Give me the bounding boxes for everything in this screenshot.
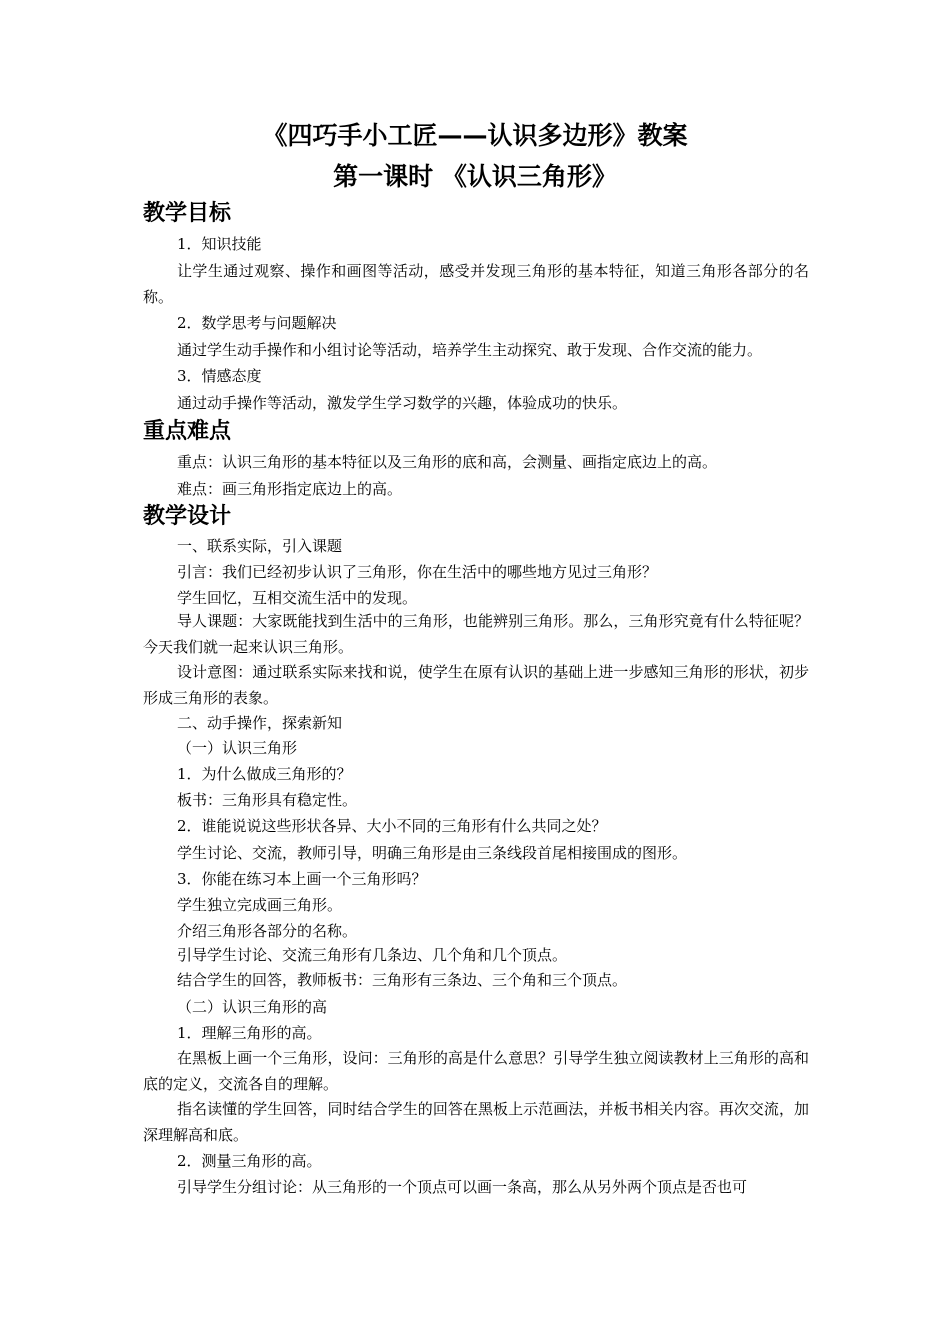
paragraph: 2．测量三角形的高。	[177, 1152, 322, 1170]
document-title: 《四巧手小工匠——认识多边形》教案	[262, 121, 688, 150]
paragraph: 1．为什么做成三角形的？	[177, 765, 352, 783]
paragraph: 一、联系实际，引入课题	[177, 537, 343, 555]
paragraph: 2．数学思考与问题解决	[177, 314, 337, 332]
paragraph: 引导学生分组讨论：从三角形的一个顶点可以画一条高，那么从另外两个顶点是否也可	[177, 1178, 748, 1196]
paragraph: 2．谁能说说这些形状各异、大小不同的三角形有什么共同之处？	[177, 817, 607, 835]
paragraph: 介绍三角形各部分的名称。	[177, 922, 358, 940]
paragraph: 难点：画三角形指定底边上的高。	[177, 480, 403, 498]
section-heading-key-points: 重点难点	[143, 419, 232, 444]
paragraph: 让学生通过观察、操作和画图等活动，感受并发现三角形的基本特征，知道三角形各部分的名称。	[143, 262, 809, 306]
paragraph: 1．理解三角形的高。	[177, 1024, 322, 1042]
section-heading-teaching-design: 教学设计	[143, 504, 232, 529]
paragraph: 学生回忆，互相交流生活中的发现。	[177, 589, 418, 607]
paragraph: 二、动手操作，探索新知	[177, 714, 343, 732]
paragraph: 指名读懂的学生回答，同时结合学生的回答在黑板上示范画法，并板书相关内容。再次交流，加深理解高和底。	[143, 1100, 809, 1144]
paragraph: 设计意图：通过联系实际来找和说，使学生在原有认识的基础上进一步感知三角形的形状，初步形成三角形的表象。	[143, 663, 809, 707]
paragraph: 引言：我们已经初步认识了三角形，你在生活中的哪些地方见过三角形？	[177, 563, 658, 581]
paragraph: 导人课题：大家既能找到生活中的三角形，也能辨别三角形。那么，三角形究竟有什么特征呢？今天我们就一起来认识三角形。	[143, 612, 809, 656]
paragraph: 学生独立完成画三角形。	[177, 896, 343, 914]
paragraph: 重点：认识三角形的基本特征以及三角形的底和高，会测量、画指定底边上的高。	[177, 453, 718, 471]
paragraph: 通过动手操作等活动，激发学生学习数学的兴趣，体验成功的快乐。	[177, 394, 628, 412]
paragraph: 在黑板上画一个三角形，设问：三角形的高是什么意思？引导学生独立阅读教材上三角形的高和底的定义，交流各自的理解。	[143, 1049, 809, 1093]
paragraph: 学生讨论、交流，教师引导，明确三角形是由三条线段首尾相接围成的图形。	[177, 844, 688, 862]
paragraph: 引导学生讨论、交流三角形有几条边、几个角和几个顶点。	[177, 946, 568, 964]
paragraph: （二）认识三角形的高	[177, 998, 328, 1016]
paragraph: 结合学生的回答，教师板书：三角形有三条边、三个角和三个顶点。	[177, 971, 628, 989]
paragraph: 3．你能在练习本上画一个三角形吗？	[177, 870, 427, 888]
paragraph: 3．情感态度	[177, 367, 262, 385]
document-subtitle: 第一课时 《认识三角形》	[333, 162, 617, 191]
paragraph: 通过学生动手操作和小组讨论等活动，培养学生主动探究、敢于发现、合作交流的能力。	[177, 341, 763, 359]
section-heading-objectives: 教学目标	[143, 201, 232, 226]
paragraph: 1．知识技能	[177, 235, 262, 253]
paragraph: 板书：三角形具有稳定性。	[177, 791, 358, 809]
paragraph: （一）认识三角形	[177, 739, 298, 757]
